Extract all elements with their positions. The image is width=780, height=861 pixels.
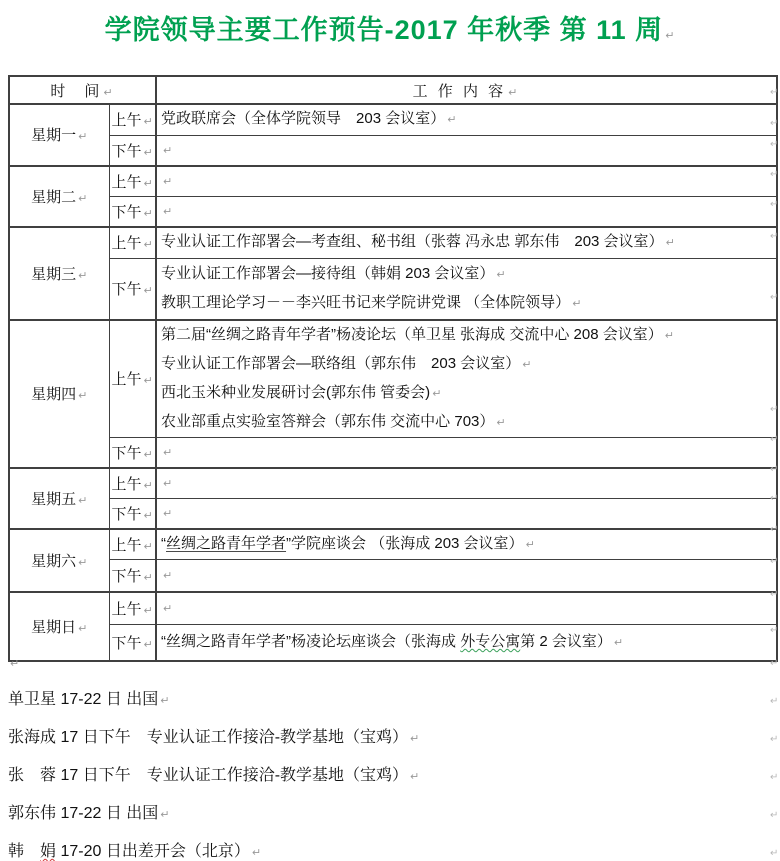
pm-cell <box>109 259 156 320</box>
paragraph-mark: ↵ <box>496 267 506 281</box>
row-end-mark: ↵ <box>770 199 779 210</box>
table-row-monday-am <box>9 104 777 135</box>
paragraph-mark: ↵ <box>163 204 173 218</box>
day-label: 星期一 <box>31 127 77 145</box>
table-row-saturday-am <box>9 529 777 560</box>
row-end-mark: ↵ <box>770 493 779 504</box>
row-end-mark: ↵ <box>770 231 779 242</box>
paragraph-mark: ↵ <box>78 555 88 569</box>
schedule-entry <box>161 105 779 134</box>
entry-text: 农业部重点实验室答辩会（郭东伟 交流中心 703） <box>161 412 495 430</box>
header-content-label: 工 作 内 容 <box>412 82 507 100</box>
entry-text: 党政联席会（全体学院领导 203 会议室） <box>161 110 446 128</box>
note-text: 张海成 17 日下午 专业认证工作接洽-教学基地（宝鸡） <box>8 729 409 746</box>
paragraph-mark: ↵ <box>143 238 153 252</box>
empty-entry <box>161 167 779 196</box>
pm-label: 下午 <box>111 567 142 585</box>
paragraph-mark: ↵ <box>251 846 262 859</box>
content-cell <box>156 529 777 560</box>
empty-entry <box>161 499 776 528</box>
entry-text: 专业认证工作部署会—考查组、秘书组（张蓉 冯永忠 郭东伟 203 会议室） <box>161 233 664 251</box>
table-row-sunday-am <box>9 592 777 625</box>
entry-text: 第 2 会议室） <box>520 632 612 650</box>
am-cell <box>109 468 156 499</box>
paragraph-mark: ↵ <box>78 268 88 282</box>
schedule-table <box>8 75 778 662</box>
paragraph-mark: ↵ <box>78 130 88 144</box>
row-end-mark: ↵ <box>770 404 779 415</box>
note-line <box>8 681 419 719</box>
schedule-entry <box>161 408 776 437</box>
am-label: 上午 <box>111 475 142 493</box>
table-header-row <box>9 76 777 104</box>
day-cell-tuesday <box>9 166 109 227</box>
content-cell <box>156 320 777 438</box>
row-end-mark: ↵ <box>770 169 779 180</box>
pm-label: 下午 <box>111 203 142 221</box>
day-label: 星期二 <box>31 188 77 206</box>
content-cell <box>156 437 777 468</box>
schedule-entry <box>161 228 779 257</box>
pm-cell <box>109 437 156 468</box>
schedule-entry <box>161 350 776 379</box>
am-label: 上午 <box>111 600 142 618</box>
row-end-mark: ↵ <box>770 139 779 150</box>
paragraph-mark: ↵ <box>572 296 582 310</box>
content-cell <box>156 560 777 592</box>
am-label: 上午 <box>111 371 142 388</box>
paragraph-mark: ↵ <box>143 176 153 190</box>
pm-label: 下午 <box>111 142 142 160</box>
paragraph-mark: ↵ <box>78 389 88 402</box>
paragraph-mark: ↵ <box>525 537 535 551</box>
empty-entry <box>161 469 776 498</box>
paragraph-mark: ↵ <box>143 206 153 220</box>
day-cell-saturday <box>9 529 109 592</box>
schedule-entry <box>161 289 779 318</box>
day-cell-friday <box>9 468 109 529</box>
margin-mark: ↵ <box>770 658 779 669</box>
note-line <box>8 719 419 757</box>
margin-mark: ↵ <box>770 810 779 821</box>
row-end-mark: ↵ <box>770 292 779 303</box>
entry-text: 西北玉米种业发展研讨会(郭东伟 管委会) <box>161 383 431 401</box>
empty-paragraph <box>8 645 419 681</box>
entry-text: “丝绸之路青年学者”杨凌论坛座谈会（张海成 <box>161 632 461 650</box>
margin-mark: ↵ <box>770 848 779 859</box>
am-label: 上午 <box>111 536 142 554</box>
content-cell <box>156 104 777 135</box>
content-cell <box>156 196 777 227</box>
paragraph-mark: ↵ <box>410 770 420 783</box>
page-title-text: 学院领导主要工作预告-2017 年秋季 第 11 周 <box>104 15 664 45</box>
entry-text: 专业认证工作部署会—接待组（韩娟 203 会议室） <box>161 264 495 282</box>
row-end-mark: ↵ <box>770 524 779 535</box>
paragraph-mark: ↵ <box>163 476 173 490</box>
paragraph-mark: ↵ <box>163 143 173 157</box>
content-cell <box>156 498 777 529</box>
content-cell <box>156 259 777 320</box>
pm-label: 下午 <box>111 444 142 462</box>
row-end-mark: ↵ <box>770 87 779 98</box>
entry-text: 教职工理论学习－－李兴旺书记来学院讲党课 （全体院领导） <box>161 293 571 311</box>
note-text: 17-20 日出差开会（北京） <box>56 843 250 860</box>
day-label: 星期三 <box>31 265 77 283</box>
pm-cell <box>109 498 156 529</box>
am-cell <box>109 166 156 197</box>
note-line <box>8 833 419 861</box>
underlined-text: 丝绸之路青年学者 <box>166 534 287 552</box>
pm-label: 下午 <box>111 281 142 299</box>
content-cell <box>156 135 777 166</box>
paragraph-mark: ↵ <box>410 732 420 745</box>
paragraph-mark: ↵ <box>664 328 674 342</box>
day-label: 星期四 <box>31 386 77 403</box>
entry-text: 第二届“丝绸之路青年学者”杨凌论坛（单卫星 张海成 交流中心 208 会议室） <box>161 325 663 343</box>
pm-cell <box>109 196 156 227</box>
content-cell <box>156 468 777 499</box>
table-row-friday-pm <box>9 498 777 529</box>
paragraph-mark: ↵ <box>432 386 442 400</box>
paragraph-mark: ↵ <box>143 145 153 159</box>
paragraph-mark: ↵ <box>143 115 153 129</box>
paragraph-mark: ↵ <box>10 657 20 670</box>
row-end-mark: ↵ <box>770 118 779 129</box>
paragraph-mark: ↵ <box>613 635 624 649</box>
paragraph-mark: ↵ <box>78 493 88 507</box>
spellcheck-underlined-text: 外专公寓 <box>460 632 521 650</box>
row-end-mark: ↵ <box>770 434 779 445</box>
empty-entry <box>161 438 776 467</box>
am-cell <box>109 104 156 135</box>
paragraph-mark: ↵ <box>143 284 153 298</box>
row-end-mark: ↵ <box>770 589 779 600</box>
header-time-cell <box>9 76 156 104</box>
am-cell <box>109 529 156 560</box>
row-end-mark: ↵ <box>770 556 779 567</box>
paragraph-mark: ↵ <box>163 506 173 520</box>
paragraph-mark: ↵ <box>522 357 532 371</box>
paragraph-mark: ↵ <box>163 601 173 615</box>
table-row-thursday-am <box>9 320 777 438</box>
am-cell <box>109 592 156 625</box>
day-label: 星期六 <box>31 552 77 570</box>
am-cell <box>109 227 156 259</box>
margin-mark: ↵ <box>770 734 779 745</box>
paragraph-mark: ↵ <box>160 808 170 821</box>
entry-text: 专业认证工作部署会—联络组（郭东伟 203 会议室） <box>161 354 521 372</box>
content-cell <box>156 166 777 197</box>
margin-mark: ↵ <box>770 696 779 707</box>
paragraph-mark: ↵ <box>163 568 173 582</box>
empty-entry <box>161 594 776 623</box>
paragraph-mark: ↵ <box>447 113 457 127</box>
note-text: 韩 <box>8 843 41 860</box>
schedule-entry <box>161 530 776 559</box>
pm-cell <box>109 135 156 166</box>
note-text: 张 蓉 17 日下午 专业认证工作接洽-教学基地（宝鸡） <box>8 767 409 784</box>
am-label: 上午 <box>111 112 142 130</box>
table-row-wednesday-pm <box>9 259 777 320</box>
entry-text: “ <box>161 534 167 552</box>
misspelled-text: 娟 <box>40 843 57 860</box>
day-cell-thursday <box>9 320 109 468</box>
paragraph-mark: ↵ <box>103 85 115 99</box>
day-cell-monday <box>9 104 109 166</box>
schedule-entry <box>161 379 776 408</box>
paragraph-mark: ↵ <box>508 85 521 99</box>
note-line <box>8 795 419 833</box>
pm-label: 下午 <box>111 634 142 652</box>
header-content-cell <box>156 76 777 104</box>
paragraph-mark: ↵ <box>143 447 153 461</box>
empty-entry <box>161 561 776 590</box>
paragraph-mark: ↵ <box>143 374 153 387</box>
paragraph-mark: ↵ <box>496 415 506 429</box>
notes-section <box>8 645 419 861</box>
table-row-tuesday-am <box>9 166 777 197</box>
empty-entry <box>161 136 779 165</box>
header-time-label: 时 间 <box>50 82 102 100</box>
day-label: 星期五 <box>31 490 77 508</box>
note-text: 郭东伟 17-22 日 出国 <box>8 805 159 822</box>
am-label: 上午 <box>111 173 142 191</box>
paragraph-mark: ↵ <box>665 29 676 42</box>
paragraph-mark: ↵ <box>665 236 675 250</box>
table-row-friday-am <box>9 468 777 499</box>
empty-entry <box>161 197 779 226</box>
day-cell-wednesday <box>9 227 109 320</box>
paragraph-mark: ↵ <box>143 508 153 522</box>
margin-mark: ↵ <box>770 772 779 783</box>
day-label: 星期日 <box>31 618 77 636</box>
page-title <box>0 8 780 47</box>
paragraph-mark: ↵ <box>143 478 153 492</box>
table-row-tuesday-pm <box>9 196 777 227</box>
schedule-entry <box>161 260 776 289</box>
table-row-thursday-pm <box>9 437 777 468</box>
schedule-entry <box>161 321 776 350</box>
paragraph-mark: ↵ <box>78 191 88 205</box>
paragraph-mark: ↵ <box>143 637 153 651</box>
am-cell <box>109 320 156 438</box>
table-row-saturday-pm <box>9 560 777 592</box>
note-line <box>8 757 419 795</box>
row-end-mark: ↵ <box>770 464 779 475</box>
pm-cell <box>109 560 156 592</box>
note-text: 单卫星 17-22 日 出国 <box>8 691 159 708</box>
table-row-wednesday-am <box>9 227 777 259</box>
paragraph-mark: ↵ <box>143 539 153 553</box>
content-cell <box>156 227 777 259</box>
am-label: 上午 <box>111 235 142 253</box>
paragraph-mark: ↵ <box>163 174 173 188</box>
table-row-monday-pm <box>9 135 777 166</box>
paragraph-mark: ↵ <box>78 621 88 635</box>
pm-label: 下午 <box>111 505 142 523</box>
paragraph-mark: ↵ <box>160 694 170 707</box>
paragraph-mark: ↵ <box>143 603 153 617</box>
paragraph-mark: ↵ <box>163 445 173 459</box>
row-end-mark: ↵ <box>770 625 779 636</box>
content-cell <box>156 592 777 625</box>
paragraph-mark: ↵ <box>143 570 153 584</box>
entry-text: ”学院座谈会 （张海成 203 会议室） <box>286 534 524 552</box>
